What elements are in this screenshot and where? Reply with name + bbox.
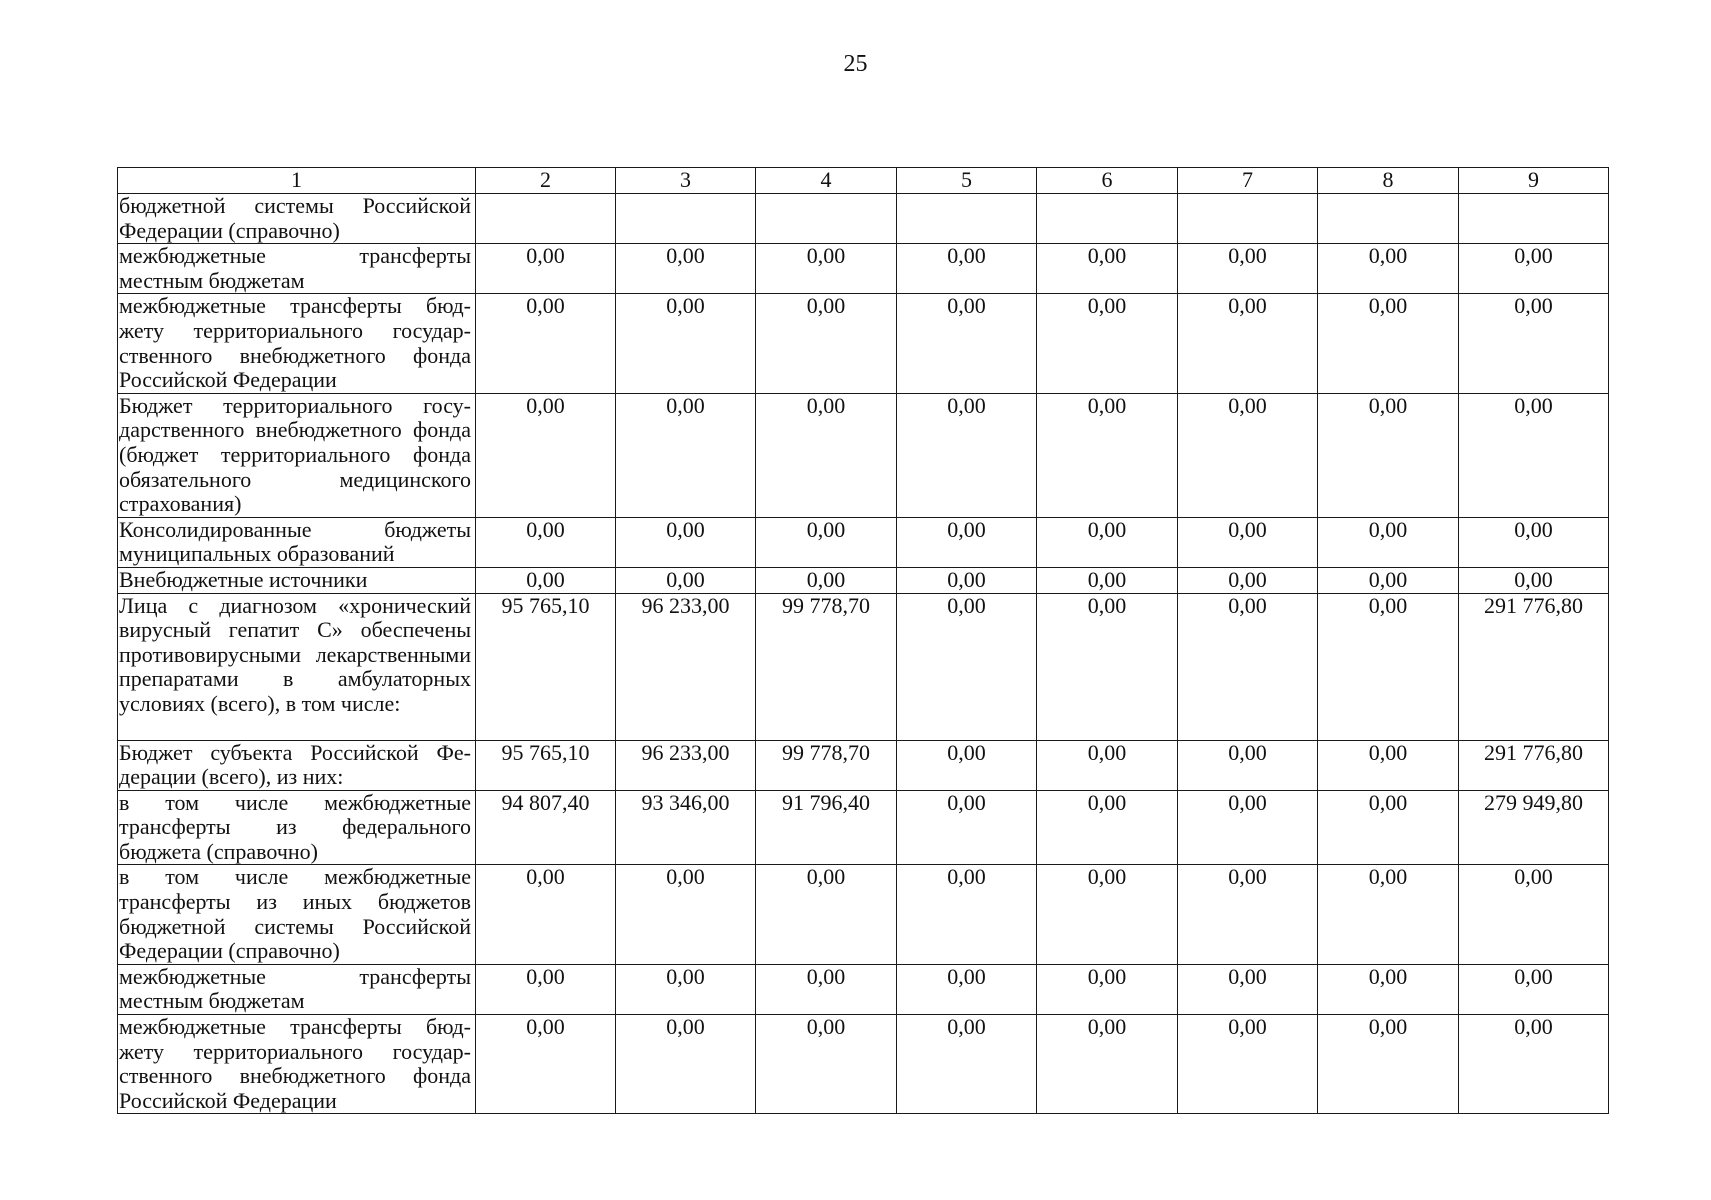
table-cell: 0,00 bbox=[1178, 790, 1318, 865]
row-label: Внебюджетные источники bbox=[118, 567, 476, 593]
table-cell: 279 949,80 bbox=[1459, 790, 1609, 865]
table-cell: 291 776,80 bbox=[1459, 740, 1609, 790]
table-row bbox=[118, 740, 1609, 790]
table-cell: 0,00 bbox=[1318, 294, 1459, 393]
table-cell: 0,00 bbox=[1318, 790, 1459, 865]
table-cell: 0,00 bbox=[1037, 790, 1178, 865]
column-header: 9 bbox=[1459, 168, 1609, 194]
column-header: 7 bbox=[1178, 168, 1318, 194]
table-cell: 95 765,10 bbox=[476, 593, 616, 740]
table-row bbox=[118, 790, 1609, 865]
table-cell: 0,00 bbox=[1178, 393, 1318, 517]
table-cell: 0,00 bbox=[1318, 393, 1459, 517]
table-cell: 0,00 bbox=[1459, 393, 1609, 517]
table-cell: 0,00 bbox=[897, 393, 1037, 517]
table-cell: 0,00 bbox=[1037, 865, 1178, 964]
table-cell: 0,00 bbox=[616, 865, 756, 964]
table-cell: 0,00 bbox=[1318, 740, 1459, 790]
table-cell bbox=[1037, 194, 1178, 244]
table-cell: 0,00 bbox=[1459, 567, 1609, 593]
row-label: бюджетной системы Российской Федерации (справочно) bbox=[118, 194, 476, 244]
row-label: Бюджет территориального государственного внебюджетного фонда (бюджет территориального фонда обязательного медицинского страхования) bbox=[118, 393, 476, 517]
row-label: Лица с диагнозом «хронический вирусный гепатит С» обеспечены противовирусными лекарственными препаратами в амбулаторных условиях (всего), в том числе: bbox=[118, 593, 476, 740]
table-cell: 0,00 bbox=[1318, 517, 1459, 567]
table-cell: 0,00 bbox=[1318, 865, 1459, 964]
table-row bbox=[118, 393, 1609, 517]
table-cell: 0,00 bbox=[1037, 740, 1178, 790]
table-row bbox=[118, 1015, 1609, 1114]
column-header: 8 bbox=[1318, 168, 1459, 194]
table-cell: 0,00 bbox=[1318, 964, 1459, 1014]
table-cell bbox=[1178, 194, 1318, 244]
budget-table bbox=[117, 167, 1609, 1114]
table-cell: 96 233,00 bbox=[616, 740, 756, 790]
table-row bbox=[118, 964, 1609, 1014]
table-cell: 0,00 bbox=[1037, 393, 1178, 517]
table-cell: 95 765,10 bbox=[476, 740, 616, 790]
table-cell: 0,00 bbox=[476, 244, 616, 294]
table-cell: 0,00 bbox=[1459, 244, 1609, 294]
table-cell: 0,00 bbox=[897, 964, 1037, 1014]
page-number: 25 bbox=[843, 51, 868, 77]
table-cell: 0,00 bbox=[1037, 964, 1178, 1014]
table-row bbox=[118, 244, 1609, 294]
table-cell: 0,00 bbox=[1037, 593, 1178, 740]
table-cell: 0,00 bbox=[1318, 593, 1459, 740]
row-label: Бюджет субъекта Российской Федерации (всего), из них: bbox=[118, 740, 476, 790]
row-label: межбюджетные трансферты местным бюджетам bbox=[118, 964, 476, 1014]
table-cell: 0,00 bbox=[1318, 244, 1459, 294]
table-cell: 0,00 bbox=[756, 393, 897, 517]
table-cell: 0,00 bbox=[1318, 567, 1459, 593]
table-cell bbox=[1459, 194, 1609, 244]
table-cell: 0,00 bbox=[1178, 294, 1318, 393]
table-cell: 0,00 bbox=[897, 517, 1037, 567]
table-cell: 0,00 bbox=[1037, 567, 1178, 593]
table-cell: 0,00 bbox=[756, 244, 897, 294]
table-cell: 0,00 bbox=[897, 593, 1037, 740]
table-cell: 93 346,00 bbox=[616, 790, 756, 865]
row-label: межбюджетные трансферты бюджету территориального государственного внебюджетного фонда Российской Федерации bbox=[118, 294, 476, 393]
table-cell bbox=[897, 194, 1037, 244]
table-header-row bbox=[118, 168, 1609, 194]
table-cell: 0,00 bbox=[897, 790, 1037, 865]
table-cell: 99 778,70 bbox=[756, 593, 897, 740]
table-cell: 0,00 bbox=[756, 1015, 897, 1114]
table-cell: 0,00 bbox=[616, 517, 756, 567]
table-cell: 0,00 bbox=[616, 393, 756, 517]
table-cell: 0,00 bbox=[756, 567, 897, 593]
table-cell: 0,00 bbox=[1037, 517, 1178, 567]
table-cell: 0,00 bbox=[476, 567, 616, 593]
table-cell: 0,00 bbox=[476, 964, 616, 1014]
table-cell bbox=[1318, 194, 1459, 244]
column-header: 5 bbox=[897, 168, 1037, 194]
table-cell: 0,00 bbox=[1178, 865, 1318, 964]
table-cell: 0,00 bbox=[897, 1015, 1037, 1114]
table-cell: 0,00 bbox=[897, 294, 1037, 393]
row-label: в том числе межбюджетные трансферты из иных бюджетов бюджетной системы Российской Федерации (справочно) bbox=[118, 865, 476, 964]
table-cell: 0,00 bbox=[897, 740, 1037, 790]
table-cell bbox=[756, 194, 897, 244]
table-cell: 96 233,00 bbox=[616, 593, 756, 740]
table-cell: 0,00 bbox=[1459, 517, 1609, 567]
table-cell: 0,00 bbox=[1178, 1015, 1318, 1114]
row-label: Консолидированные бюджеты муниципальных образований bbox=[118, 517, 476, 567]
table-cell: 0,00 bbox=[476, 865, 616, 964]
table-cell: 0,00 bbox=[616, 567, 756, 593]
table-cell: 0,00 bbox=[897, 865, 1037, 964]
table-row bbox=[118, 865, 1609, 964]
row-label: в том числе межбюджетные трансферты из федерального бюджета (справочно) bbox=[118, 790, 476, 865]
table-cell: 0,00 bbox=[1178, 740, 1318, 790]
table-cell: 0,00 bbox=[1178, 244, 1318, 294]
table-cell: 0,00 bbox=[1037, 244, 1178, 294]
table-cell: 0,00 bbox=[756, 865, 897, 964]
table-cell: 0,00 bbox=[616, 964, 756, 1014]
table-cell: 0,00 bbox=[897, 244, 1037, 294]
table-row bbox=[118, 194, 1609, 244]
table-row bbox=[118, 517, 1609, 567]
table-cell: 0,00 bbox=[1037, 294, 1178, 393]
table-cell: 0,00 bbox=[756, 964, 897, 1014]
table-row bbox=[118, 593, 1609, 740]
table-cell: 99 778,70 bbox=[756, 740, 897, 790]
table-cell: 0,00 bbox=[1318, 1015, 1459, 1114]
table-cell: 0,00 bbox=[616, 244, 756, 294]
table-cell: 0,00 bbox=[756, 517, 897, 567]
table-cell: 0,00 bbox=[897, 567, 1037, 593]
table-row bbox=[118, 294, 1609, 393]
table-cell: 0,00 bbox=[756, 294, 897, 393]
table-cell: 94 807,40 bbox=[476, 790, 616, 865]
table-cell: 0,00 bbox=[476, 294, 616, 393]
row-label: межбюджетные трансферты местным бюджетам bbox=[118, 244, 476, 294]
table-cell: 0,00 bbox=[1459, 964, 1609, 1014]
table-cell: 0,00 bbox=[1178, 567, 1318, 593]
column-header: 3 bbox=[616, 168, 756, 194]
table-cell: 291 776,80 bbox=[1459, 593, 1609, 740]
table-cell bbox=[476, 194, 616, 244]
table-cell: 0,00 bbox=[616, 294, 756, 393]
column-header: 4 bbox=[756, 168, 897, 194]
table-cell: 0,00 bbox=[476, 393, 616, 517]
column-header: 1 bbox=[118, 168, 476, 194]
table-cell: 0,00 bbox=[476, 517, 616, 567]
table-row bbox=[118, 567, 1609, 593]
table-cell: 0,00 bbox=[1459, 865, 1609, 964]
table-cell: 0,00 bbox=[1459, 1015, 1609, 1114]
table-cell: 91 796,40 bbox=[756, 790, 897, 865]
row-label: межбюджетные трансферты бюджету территориального государственного внебюджетного фонда Российской Федерации bbox=[118, 1015, 476, 1114]
table-cell: 0,00 bbox=[1178, 964, 1318, 1014]
table-cell: 0,00 bbox=[1178, 517, 1318, 567]
table-cell: 0,00 bbox=[616, 1015, 756, 1114]
table-cell: 0,00 bbox=[1178, 593, 1318, 740]
table-cell: 0,00 bbox=[476, 1015, 616, 1114]
table-cell bbox=[616, 194, 756, 244]
table-cell: 0,00 bbox=[1037, 1015, 1178, 1114]
column-header: 6 bbox=[1037, 168, 1178, 194]
table-cell: 0,00 bbox=[1459, 294, 1609, 393]
column-header: 2 bbox=[476, 168, 616, 194]
